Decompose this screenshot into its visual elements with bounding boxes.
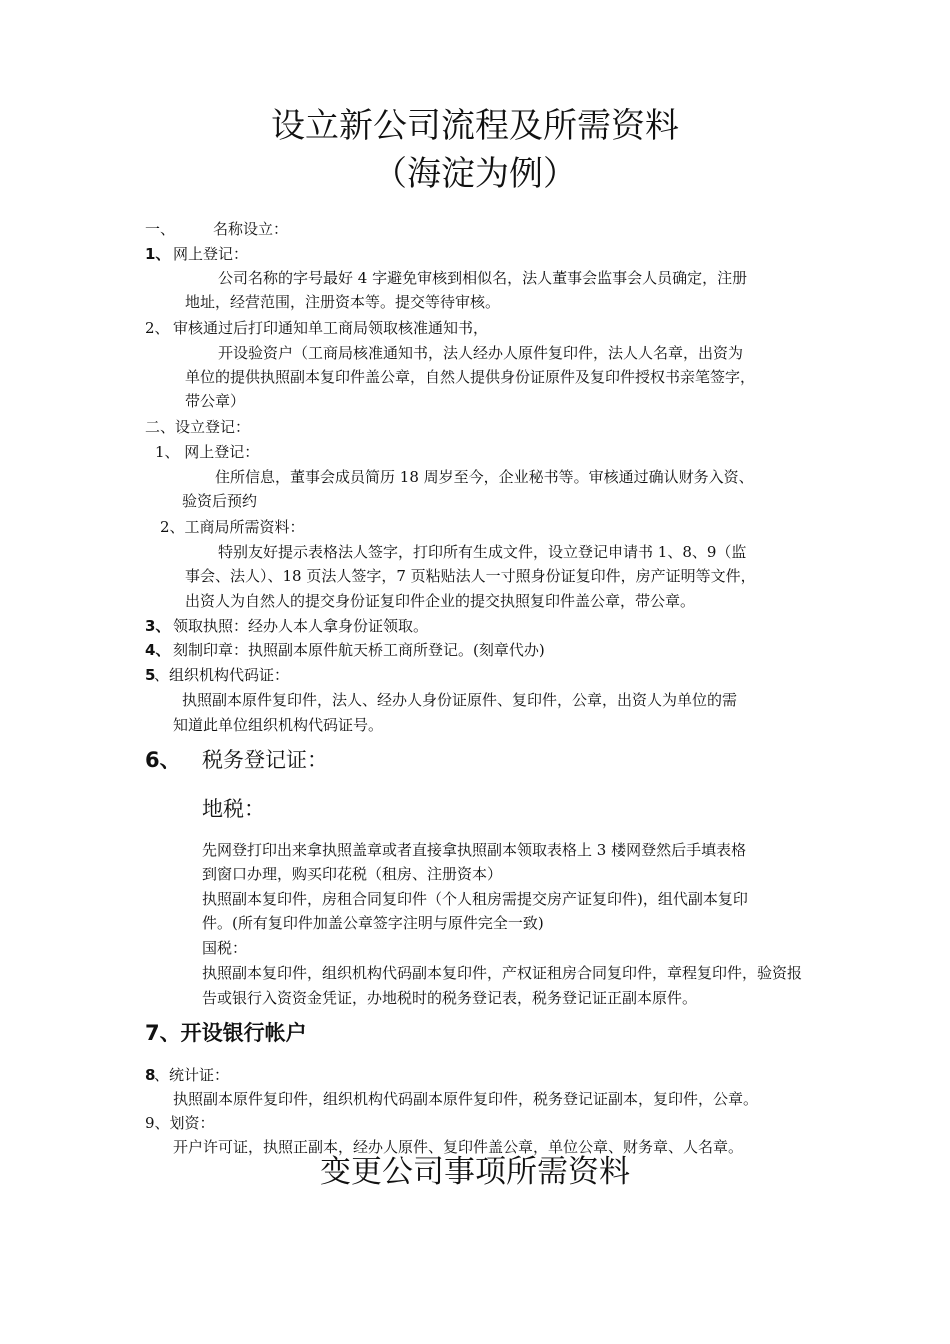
- s2-item1-label: 1、 网上登记：: [155, 443, 260, 461]
- s2-item6-number: 6、: [145, 748, 181, 772]
- section1-number: 一、: [145, 220, 176, 238]
- s1-item2-label: 审核通过后打印通知单工商局领取核准通知书，: [173, 319, 489, 337]
- s2-item8-text: 、统计证：: [154, 1066, 230, 1084]
- change-section-title: 变更公司事项所需资料: [320, 1154, 630, 1190]
- guoshui-heading: 国税：: [202, 939, 248, 957]
- s2-item2-line1: 特别友好提示表格法人签字，打印所有生成文件，设立登记申请书 1、8、9（监: [218, 543, 747, 561]
- s2-item8-line1: 执照副本原件复印件，组织机构代码副本原件复印件，税务登记证副本，复印件，公章。: [173, 1090, 759, 1108]
- s2-item4-text: 刻制印章：执照副本原件航天桥工商所登记。(刻章代办): [173, 641, 545, 659]
- dishui-line2: 到窗口办理，购买印花税（租房、注册资本）: [202, 865, 503, 883]
- s2-item9-line1: 开户许可证，执照正副本，经办人原件、复印件盖公章，单位公章、财务章、人名章。: [173, 1138, 744, 1156]
- s1-item1-number: 1、: [145, 245, 171, 263]
- s1-item2-line3: 带公章）: [185, 392, 246, 410]
- guoshui-line1: 执照副本复印件，组织机构代码副本复印件，产权证租房合同复印件，章程复印件，验资报: [202, 964, 803, 982]
- section2-heading: 二、设立登记：: [145, 418, 251, 436]
- s1-item2-line2: 单位的提供执照副本复印件盖公章，自然人提供身份证原件及复印件授权书亲笔签字，: [185, 368, 756, 386]
- s1-item2-number: 2、: [145, 319, 170, 337]
- s2-item2-line2: 事会、法人）、18 页法人签字，7 页粘贴法人一寸照身份证复印件，房产证明等文件，: [185, 567, 756, 585]
- s2-item5-line1: 执照副本原件复印件，法人、经办人身份证原件、复印件，公章，出资人为单位的需: [182, 691, 738, 709]
- s2-item6-text: 税务登记证：: [202, 748, 328, 772]
- s2-item2-label: 2、工商局所需资料：: [160, 518, 305, 536]
- s2-item5-number: 5: [145, 666, 156, 684]
- dishui-line1: 先网登打印出来拿执照盖章或者直接拿执照副本领取表格上 3 楼网登然后手填表格: [202, 841, 747, 859]
- s2-item7-text: 7、开设银行帐户: [145, 1021, 307, 1045]
- document-subtitle: （海淀为例）: [373, 154, 577, 194]
- dishui-heading: 地税：: [202, 797, 265, 821]
- s2-item4-number: 4、: [145, 641, 171, 659]
- s2-item1-line2: 验资后预约: [182, 492, 258, 510]
- document-title: 设立新公司流程及所需资料: [271, 106, 679, 146]
- s2-item2-line3: 出资人为自然人的提交身份证复印件企业的提交执照复印件盖公章，带公章。: [185, 592, 696, 610]
- s2-item1-line1: 住所信息，董事会成员简历 18 周岁至今，企业秘书等。审核通过确认财务入资、: [215, 468, 754, 486]
- dishui-line4: 件。(所有复印件加盖公章签字注明与原件完全一致): [202, 914, 544, 932]
- s2-item3-text: 领取执照：经办人本人拿身份证领取。: [173, 617, 429, 635]
- guoshui-line2: 告或银行入资资金凭证，办地税时的税务登记表，税务登记证正副本原件。: [202, 989, 698, 1007]
- s1-item1-line1: 公司名称的字号最好 4 字避免审核到相似名，法人董事会监事会人员确定，注册: [218, 269, 748, 287]
- section1-heading: 名称设立：: [213, 220, 289, 238]
- s2-item9-text: 9、划资：: [145, 1114, 215, 1132]
- s1-item2-line1: 开设验资户（工商局核准通知书，法人经办人原件复印件，法人人名章，出资为: [218, 344, 744, 362]
- dishui-line3: 执照副本复印件，房租合同复印件（个人租房需提交房产证复印件)，组代副本复印: [202, 890, 748, 908]
- s2-item5-text: 、组织机构代码证：: [154, 666, 290, 684]
- s2-item3-number: 3、: [145, 617, 171, 635]
- s1-item1-line2: 地址，经营范围，注册资本等。提交等待审核。: [185, 293, 501, 311]
- s2-item5-line2: 知道此单位组织机构代码证号。: [173, 716, 384, 734]
- s1-item1-label: 网上登记：: [173, 245, 249, 263]
- s2-item8-number: 8: [145, 1066, 156, 1084]
